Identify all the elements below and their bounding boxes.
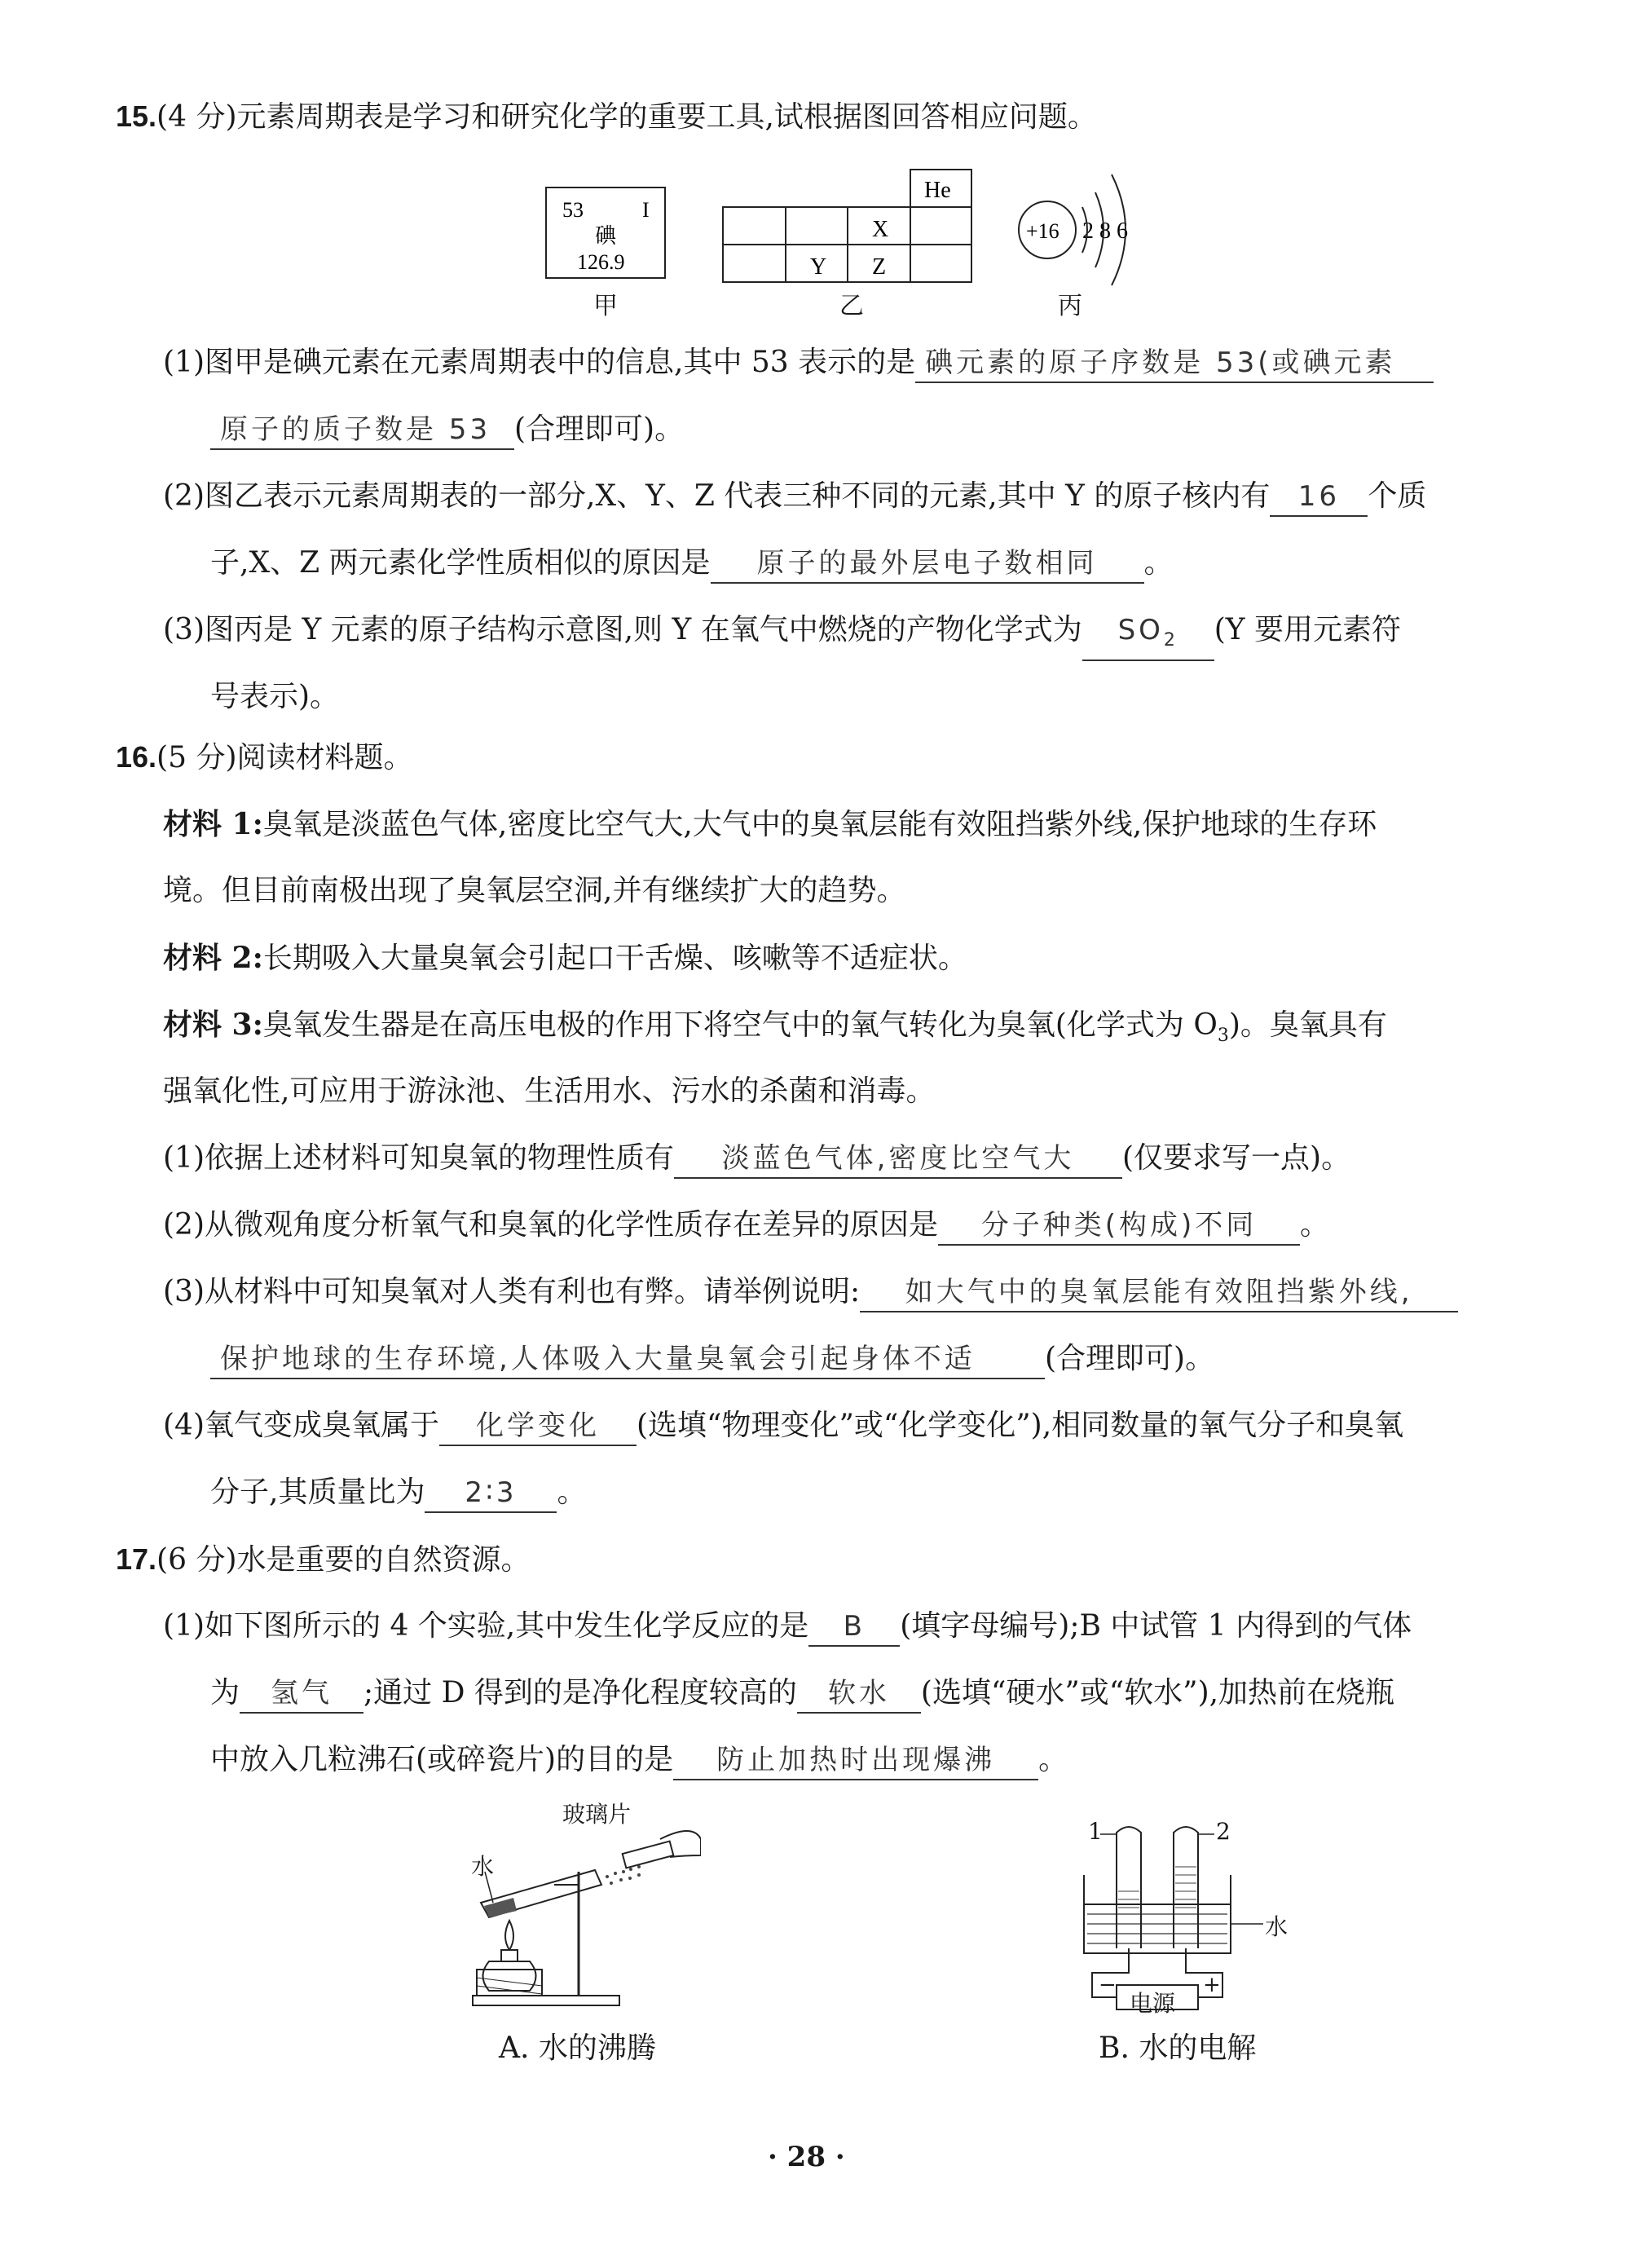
q16-p2-tail: 。: [1300, 1208, 1330, 1242]
q17-p1-line2: [210, 1673, 1394, 1714]
q16-intro-line: [116, 737, 413, 779]
q15-p2-line: [163, 476, 1426, 517]
q16-p4-tail2: 。: [557, 1476, 587, 1509]
q17-fig-b-caption: B. 水的电解: [1099, 2031, 1257, 2065]
q15-p2-tail2: 。: [1143, 546, 1174, 580]
q15-p2-answer2: 原子的最外层电子数相同: [711, 545, 1144, 584]
q15-intro: (4 分)元素周期表是学习和研究化学的重要工具,试根据图回答相应问题。: [156, 100, 1097, 134]
q17-fig-b-tube1-label: 1: [1088, 1818, 1103, 1845]
q16-m3-text: 臭氧发生器是在高压电极的作用下将空气中的氧气转化为臭氧(化学式为 O: [262, 1008, 1218, 1042]
q15-p3-line: [163, 610, 1401, 661]
element-name: 碘: [595, 224, 617, 248]
q17-fig-b-minus: −: [1099, 1973, 1117, 1997]
q15-p1-answer: 碘元素的原子序数是 53(或碘元素: [915, 344, 1434, 383]
q15-p2-text2: 子,X、Z 两元素化学性质相似的原因是: [210, 546, 711, 580]
q16-m3-label: 材料 3:: [163, 1008, 263, 1042]
q15-p1-text: (1)图甲是碘元素在元素周期表中的信息,其中 53 表示的是: [163, 346, 916, 379]
q17-p1-tail: (填字母编号);B 中试管 1 内得到的气体: [900, 1609, 1412, 1643]
q16-number: 16.: [116, 740, 157, 774]
q16-m1-text2: 境。但目前南极出现了臭氧层空洞,并有继续扩大的趋势。: [163, 874, 906, 907]
q16-p4-answer: 化学变化: [439, 1407, 637, 1446]
q17-fig-a-water-label: 水: [471, 1853, 495, 1880]
helium-symbol: He: [924, 178, 951, 203]
atom-structure-diagram: [1011, 160, 1149, 290]
q17-fig-b-power-label: 电源: [1130, 1990, 1176, 2017]
element-x: X: [872, 217, 889, 242]
periodic-table-fragment: [720, 168, 973, 284]
q16-p4-tail: (选填“物理变化”或“化学变化”),相同数量的氧气分子和臭氧: [637, 1409, 1404, 1442]
element-tile-iodine: [544, 186, 667, 280]
q15-p2-line2: [210, 543, 1174, 584]
q15-fig-yi-label: 乙: [839, 292, 864, 320]
q16-p4-line2: [210, 1472, 586, 1513]
q17-p1-text: (1)如下图所示的 4 个实验,其中发生化学反应的是: [163, 1609, 809, 1643]
q15-fig-yi: [720, 168, 973, 284]
q15-p3-answer-formula: SO: [1117, 614, 1164, 646]
q16-m3-text2: 强氧化性,可应用于游泳池、生活用水、污水的杀菌和消毒。: [163, 1074, 936, 1108]
q15-p2-tail: 个质: [1368, 479, 1427, 513]
q15-p2-answer: 16: [1270, 478, 1368, 517]
q16-p4-line: [163, 1405, 1403, 1446]
q16-m2-text: 长期吸入大量臭氧会引起口干舌燥、咳嗽等不适症状。: [262, 942, 967, 975]
q15-fig-jia: [544, 186, 667, 280]
q17-fig-a-caption: A. 水的沸腾: [499, 2031, 656, 2065]
q15-p1-answer-cont: 原子的质子数是 53: [210, 411, 514, 450]
q15-intro-line: [116, 96, 1097, 138]
q16-p1-line: [163, 1138, 1350, 1179]
q15-fig-bing: [1011, 160, 1149, 290]
q17-fig-a: [456, 1806, 701, 2018]
q15-p1-line: [163, 342, 1434, 383]
q17-fig-b-tube2-label: 2: [1216, 1818, 1231, 1845]
q15-p3-text2: 号表示)。: [210, 680, 340, 713]
q16-p4-text: (4)氧气变成臭氧属于: [163, 1409, 439, 1442]
q16-m1-line: [163, 804, 1377, 845]
q17-p1-text3: 中放入几粒沸石(或碎瓷片)的目的是: [210, 1743, 674, 1776]
q16-m3-line: [163, 1004, 1387, 1057]
q17-p1-mid2: ;通过 D 得到的是净化程度较高的: [363, 1676, 797, 1709]
q16-m2-line: [163, 937, 967, 979]
q15-p3-text: (3)图丙是 Y 元素的原子结构示意图,则 Y 在氧气中燃烧的产物化学式为: [163, 613, 1082, 646]
q17-p1-answer: B: [808, 1608, 900, 1647]
q16-m3-tail: )。臭氧具有: [1228, 1008, 1387, 1042]
q16-p4-answer2: 2∶3: [425, 1474, 557, 1513]
q16-p2-line: [163, 1205, 1329, 1246]
q17-p1-answer4: 防止加热时出现爆沸: [673, 1741, 1038, 1780]
q17-intro: (6 分)水是重要的自然资源。: [156, 1543, 531, 1577]
q17-p1-line3: [210, 1740, 1068, 1780]
atomic-number: 53: [562, 198, 584, 222]
boiling-water-apparatus: [456, 1806, 701, 2018]
q16-p2-answer: 分子种类(构成)不同: [938, 1207, 1300, 1246]
q16-m1-text: 臭氧是淡蓝色气体,密度比空气大,大气中的臭氧层能有效阻挡紫外线,保护地球的生存环: [262, 808, 1377, 841]
q16-intro: (5 分)阅读材料题。: [156, 741, 413, 774]
element-symbol: I: [642, 198, 650, 222]
atomic-mass: 126.9: [577, 250, 625, 274]
q15-fig-bing-label: 丙: [1058, 292, 1082, 320]
q16-m3-line2: [163, 1071, 935, 1112]
q17-fig-b-water-label: 水: [1265, 1913, 1289, 1940]
q15-p1-line2: [210, 409, 684, 450]
page-number: · 28 ·: [768, 2141, 845, 2173]
q16-p2-text: (2)从微观角度分析氧气和臭氧的化学性质存在差异的原因是: [163, 1208, 938, 1242]
q16-p3-answer: 如大气中的臭氧层能有效阻挡紫外线,: [860, 1273, 1458, 1312]
q16-m1-line2: [163, 871, 905, 911]
q17-fig-a-glass-label: 玻璃片: [562, 1801, 632, 1828]
q16-p3-text: (3)从材料中可知臭氧对人类有利也有弊。请举例说明:: [163, 1275, 861, 1308]
q15-p3-tail: (Y 要用元素符: [1214, 613, 1402, 646]
q16-p1-text: (1)依据上述材料可知臭氧的物理性质有: [163, 1141, 674, 1175]
q15-p1-tail: (合理即可)。: [514, 412, 685, 446]
q16-p1-answer: 淡蓝色气体,密度比空气大: [674, 1140, 1122, 1179]
q15-fig-jia-label: 甲: [593, 292, 618, 320]
nucleus-charge: +16: [1026, 219, 1059, 243]
q16-p3-line: [163, 1272, 1458, 1312]
q17-fig-b-plus: +: [1203, 1973, 1221, 1997]
q17-p1-tail2: (选填“硬水”或“软水”),加热前在烧瓶: [920, 1676, 1395, 1709]
q15-p2-text: (2)图乙表示元素周期表的一部分,X、Y、Z 代表三种不同的元素,其中 Y 的原子核内有: [163, 479, 1271, 513]
element-z: Z: [872, 254, 887, 280]
element-y: Y: [810, 254, 827, 280]
q15-p3-answer-subscript: 2: [1163, 629, 1178, 651]
q15-number: 15.: [116, 99, 157, 133]
electron-shells: 2 8 6: [1082, 218, 1128, 244]
q15-p3-line2: [210, 677, 339, 717]
q17-p1-answer3: 软水: [797, 1674, 921, 1714]
q16-m1-label: 材料 1:: [163, 807, 263, 841]
q15-p3-answer: [1082, 611, 1214, 661]
q16-p4-text2: 分子,其质量比为: [210, 1476, 425, 1509]
q16-p1-tail: (仅要求写一点)。: [1122, 1141, 1351, 1175]
q17-p1-tail3: 。: [1038, 1743, 1068, 1776]
q17-p1-answer2: 氢气: [240, 1674, 363, 1714]
q16-p3-tail2: (合理即可)。: [1045, 1342, 1215, 1375]
q16-m2-label: 材料 2:: [163, 941, 263, 975]
q17-p1-text2: 为: [210, 1676, 240, 1709]
q16-p3-answer-cont: 保护地球的生存环境,人体吸入大量臭氧会引起身体不适: [210, 1340, 1045, 1379]
q16-p3-line2: [210, 1339, 1214, 1379]
q17-p1-line: [163, 1606, 1412, 1647]
q17-intro-line: [116, 1539, 531, 1581]
q16-m3-subscript: 3: [1217, 1026, 1229, 1047]
q17-number: 17.: [116, 1542, 157, 1576]
